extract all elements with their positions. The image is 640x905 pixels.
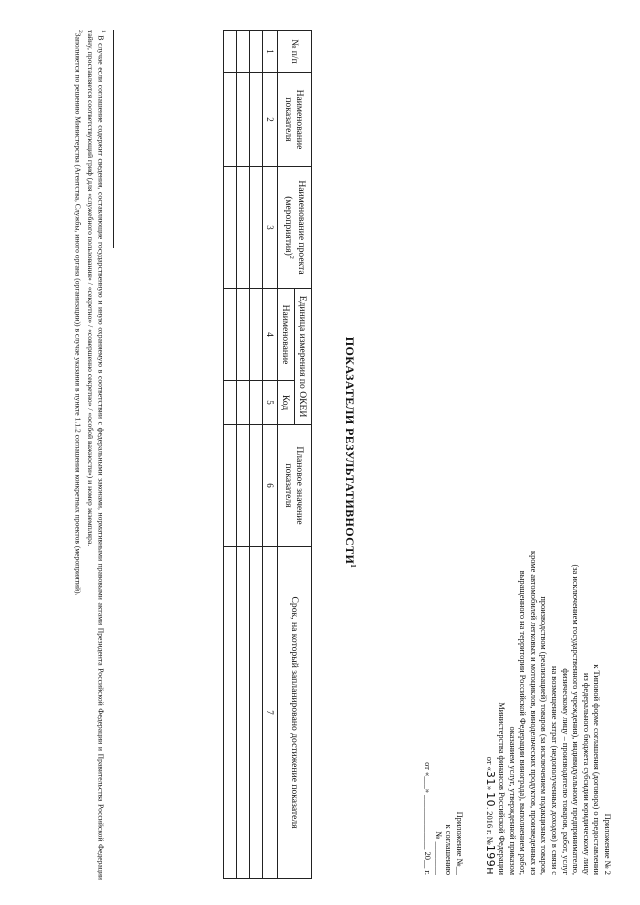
- appendix-text-line-7: кроме автомобилей легковых и мотоциклов, винодельческих продуктов, произведенных из: [528, 551, 538, 875]
- appendix-label: Приложение № 2: [603, 813, 612, 875]
- footnote-2-text: Заполняется по решению Министерства (Агентства, Службы, иного органа (организации)) в случае указания в пункте 1.1.2 соглашения конкретных проектов (мероприятий).: [73, 32, 83, 596]
- footnote-2: [73, 30, 86, 880]
- header-okei: Единица измерения по ОКЕИ: [295, 289, 312, 425]
- appendix-text-line-6: производством (реализацией) товаров (за исключением подакцизных товаров,: [539, 596, 549, 875]
- appendix-text-line-9: оказанием услуг, утвержденной приказом: [507, 726, 517, 875]
- table-cell: [224, 381, 237, 425]
- page-title: [342, 0, 357, 905]
- project-footnote-mark: 2: [287, 255, 294, 259]
- table-cell: [237, 167, 250, 289]
- table-cell: [237, 31, 250, 73]
- agreement-to: к соглашению: [444, 824, 454, 875]
- column-number-row: [263, 31, 278, 879]
- order-date-month: 10: [484, 792, 498, 808]
- table-cell: [250, 425, 263, 547]
- table-cell: [237, 547, 250, 879]
- footnote-1-text: В случае если соглашение содержит сведения, составляющие государственную и иную охраняемую в соответствии с федеральными законами, нормативными правовыми актами Президента Российской Федерации и Правительства Российской Федерации тайну, проставляется соответствующий гриф (для «служебного пользования» / «секретно» / «совершенно секретно» / «особой важности») и номер экземпляра.: [86, 30, 106, 880]
- table-cell: [224, 289, 237, 381]
- page-title-text: ПОКАЗАТЕЛИ РЕЗУЛЬТАТИВНОСТИ: [343, 336, 357, 565]
- col-num-6: 6: [263, 425, 278, 547]
- order-date-line: [484, 495, 496, 875]
- footnotes: [73, 30, 108, 880]
- table-header-row: [295, 31, 312, 879]
- col-num-1: 1: [263, 31, 278, 73]
- table-cell: [237, 425, 250, 547]
- order-date-prefix: от «: [485, 756, 495, 771]
- header-project: [278, 167, 312, 289]
- col-num-2: 2: [263, 73, 278, 167]
- table-cell: [250, 289, 263, 381]
- table-cell: [224, 547, 237, 879]
- footnote-1: [85, 30, 108, 880]
- table-cell: [237, 381, 250, 425]
- appendix-text-line-4: физическому лицу – производителю товаров, работ, услуг: [560, 668, 570, 875]
- table-cell: [250, 547, 263, 879]
- header-indicator: Наименование показателя: [278, 73, 312, 167]
- header-num: № п/п: [278, 31, 312, 73]
- order-date-mid: »: [485, 785, 495, 793]
- appendix-text-line-8: выращенного на территории Российской Федерации винограда), выполнением работ,: [518, 570, 528, 875]
- table-cell: [250, 167, 263, 289]
- order-date-day: 31: [484, 770, 498, 786]
- agreement-appendix: Приложение №__: [454, 811, 464, 875]
- appendix-text-line-5: на возмещение затрат (недополученных доходов) в связи с: [550, 666, 560, 875]
- table-cell: [224, 73, 237, 167]
- table-cell: [224, 31, 237, 73]
- table-row: [224, 31, 237, 879]
- agreement-date: от «___» _____________ 20__ г.: [423, 762, 433, 875]
- table-cell: [224, 425, 237, 547]
- col-num-3: 3: [263, 167, 278, 289]
- header-okei-code: Код: [278, 381, 295, 425]
- header-project-text: Наименование проекта (мероприятия): [282, 180, 307, 275]
- appendix-text-line-2: из федерального бюджета субсидии юридическому лицу: [581, 673, 591, 875]
- table-cell: [224, 167, 237, 289]
- table-cell: [237, 289, 250, 381]
- header-okei-name: Наименование: [278, 289, 295, 381]
- order-date-year: . 2016 г. №: [485, 807, 495, 845]
- table-row: [237, 31, 250, 879]
- table-row: [250, 31, 263, 879]
- header-deadline: Срок, на который запланировано достижение показателя: [278, 547, 312, 879]
- footnote-divider: [113, 30, 114, 248]
- table-cell: [237, 73, 250, 167]
- agreement-number: № ________: [433, 831, 443, 875]
- header-gap: [464, 495, 484, 875]
- appendix-text-line-1: к Типовой форме соглашения (договора) о предоставлении: [592, 664, 602, 875]
- table-cell: [250, 381, 263, 425]
- indicators-table: [223, 30, 312, 879]
- footnote-2-mark: 2: [77, 30, 84, 33]
- col-num-7: 7: [263, 547, 278, 879]
- appendix-text-line-10: Министерства финансов Российской Федерации: [497, 702, 507, 875]
- table-cell: [250, 31, 263, 73]
- order-number: 199н: [484, 844, 498, 875]
- col-num-4: 4: [263, 289, 278, 381]
- title-footnote-mark: 1: [349, 564, 357, 569]
- header-plan: Плановое значение показателя: [278, 425, 312, 547]
- appendix-text-line-3: (за исключением государственного учреждения), индивидуальному предпринимателю,: [571, 564, 581, 875]
- footnote-1-mark: 1: [100, 30, 106, 33]
- appendix-header: [422, 495, 613, 875]
- col-num-5: 5: [263, 381, 278, 425]
- table-cell: [250, 73, 263, 167]
